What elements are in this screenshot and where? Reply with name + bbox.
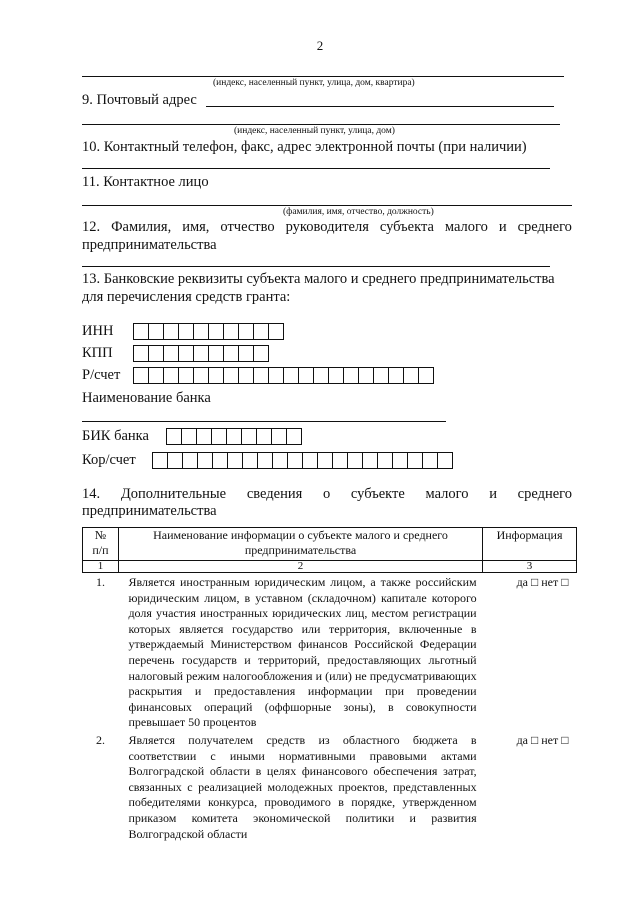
postal-address-caption: (индекс, населенный пункт, улица, дом) — [234, 126, 395, 136]
digit-box[interactable] — [163, 345, 179, 362]
item-13-line-1: 13. Банковские реквизиты субъекта малого и среднего предпринимательства — [82, 271, 555, 287]
contact-person-field[interactable] — [82, 205, 572, 206]
row-text: Является иностранным юридическим лицом, а также российским юридическим лицом, в уставном (складочном) капитале которого доля участия иностранных юридических лиц, местом регистрации которых является государство или территория, включенные в утверждаемый Министерством финансов Российской Федерации перечень государств и территорий, предоставляющих льготный налоговый режим налогообложения и (или) не предусматривающих раскрытия и предоставления информации при проведении финансовых операций (оффшорные зоны), в совокупности превышает 50 процентов — [128, 575, 477, 730]
digit-box[interactable] — [418, 367, 434, 384]
digit-box[interactable] — [268, 367, 284, 384]
inn-label: ИНН — [82, 323, 114, 339]
digit-box[interactable] — [253, 367, 269, 384]
digit-box[interactable] — [241, 428, 257, 445]
digit-box[interactable] — [178, 345, 194, 362]
inn-boxes[interactable] — [133, 323, 284, 340]
digit-box[interactable] — [373, 367, 389, 384]
digit-box[interactable] — [163, 367, 179, 384]
digit-box[interactable] — [286, 428, 302, 445]
digit-box[interactable] — [182, 452, 198, 469]
corr-account-boxes[interactable] — [152, 452, 453, 469]
digit-box[interactable] — [257, 452, 273, 469]
digit-box[interactable] — [253, 323, 269, 340]
digit-box[interactable] — [208, 323, 224, 340]
digit-box[interactable] — [208, 345, 224, 362]
digit-box[interactable] — [437, 452, 453, 469]
row-yes-no-checkboxes[interactable]: да □ нет □ — [516, 732, 569, 747]
digit-box[interactable] — [181, 428, 197, 445]
item-10-label: 10. Контактный телефон, факс, адрес электронной почты (при наличии) — [82, 139, 527, 155]
digit-box[interactable] — [317, 452, 333, 469]
digit-box[interactable] — [211, 428, 227, 445]
digit-box[interactable] — [212, 452, 228, 469]
digit-box[interactable] — [148, 367, 164, 384]
digit-box[interactable] — [227, 452, 243, 469]
kpp-boxes[interactable] — [133, 345, 269, 362]
digit-box[interactable] — [343, 367, 359, 384]
item-12-line-2: предпринимательства — [82, 237, 217, 253]
digit-box[interactable] — [178, 367, 194, 384]
col-number-index: 1 — [83, 561, 119, 573]
digit-box[interactable] — [298, 367, 314, 384]
account-label: Р/счет — [82, 367, 121, 383]
digit-box[interactable] — [223, 323, 239, 340]
bik-label: БИК банка — [82, 428, 149, 444]
col-number-header: № п/п — [83, 528, 119, 561]
digit-box[interactable] — [392, 452, 408, 469]
digit-box[interactable] — [362, 452, 378, 469]
digit-box[interactable] — [223, 345, 239, 362]
item-14-line-1: 14. Дополнительные сведения о субъекте малого и среднего — [82, 486, 572, 502]
digit-box[interactable] — [133, 323, 149, 340]
digit-box[interactable] — [283, 367, 299, 384]
digit-box[interactable] — [193, 323, 209, 340]
address-line — [82, 76, 564, 77]
digit-box[interactable] — [302, 452, 318, 469]
bank-name-field[interactable] — [82, 421, 446, 422]
digit-box[interactable] — [178, 323, 194, 340]
item-9-label: 9. Почтовый адрес — [82, 92, 197, 108]
digit-box[interactable] — [152, 452, 168, 469]
digit-box[interactable] — [196, 428, 212, 445]
contact-person-caption: (фамилия, имя, отчество, должность) — [283, 207, 434, 217]
digit-box[interactable] — [268, 323, 284, 340]
digit-box[interactable] — [163, 323, 179, 340]
digit-box[interactable] — [148, 323, 164, 340]
table-row — [83, 573, 577, 731]
digit-box[interactable] — [166, 428, 182, 445]
row-yes-no-checkboxes[interactable]: да □ нет □ — [516, 575, 569, 589]
bik-boxes[interactable] — [166, 428, 302, 445]
postal-address-field[interactable] — [206, 106, 554, 107]
item-11-label: 11. Контактное лицо — [82, 174, 209, 190]
digit-box[interactable] — [226, 428, 242, 445]
digit-box[interactable] — [271, 428, 287, 445]
digit-box[interactable] — [388, 367, 404, 384]
digit-box[interactable] — [313, 367, 329, 384]
digit-box[interactable] — [403, 367, 419, 384]
col-name-index: 2 — [118, 561, 482, 573]
digit-box[interactable] — [287, 452, 303, 469]
digit-box[interactable] — [193, 367, 209, 384]
col-name-header: Наименование информации о субъекте малого и среднего предпринимательства — [118, 528, 482, 561]
digit-box[interactable] — [272, 452, 288, 469]
corr-account-label: Кор/счет — [82, 452, 136, 468]
digit-box[interactable] — [256, 428, 272, 445]
bank-name-label: Наименование банка — [82, 390, 211, 406]
digit-box[interactable] — [238, 367, 254, 384]
digit-box[interactable] — [358, 367, 374, 384]
digit-box[interactable] — [242, 452, 258, 469]
row-number: 2. — [95, 732, 105, 747]
address-caption: (индекс, населенный пункт, улица, дом, квартира) — [213, 78, 415, 88]
digit-box[interactable] — [238, 323, 254, 340]
account-boxes[interactable] — [133, 367, 434, 384]
digit-box[interactable] — [347, 452, 363, 469]
digit-box[interactable] — [238, 345, 254, 362]
digit-box[interactable] — [223, 367, 239, 384]
digit-box[interactable] — [197, 452, 213, 469]
row-text: Является получателем средств из областного бюджета в соответствии с иными нормативными правовыми актами Волгоградской области в целях финансового обеспечения затрат, связанных с реализацией молодежных проектов, представленных победителями конкурса, проводимого в порядке, утвержденном приказом комитета экономической политики и развития Волгоградской области — [128, 732, 477, 841]
table-row — [83, 731, 577, 842]
page-number: 2 — [316, 38, 324, 53]
item-14-line-2: предпринимательства — [82, 503, 217, 519]
digit-box[interactable] — [133, 345, 149, 362]
contact-phone-field[interactable] — [82, 168, 550, 169]
col-info-index: 3 — [483, 561, 577, 573]
additional-info-table — [82, 527, 577, 842]
col-info-header: Информация — [483, 528, 577, 561]
digit-box[interactable] — [148, 345, 164, 362]
item-12-line-1: 12. Фамилия, имя, отчество руководителя субъекта малого и среднего — [82, 219, 572, 235]
kpp-label: КПП — [82, 345, 113, 361]
digit-box[interactable] — [193, 345, 209, 362]
digit-box[interactable] — [328, 367, 344, 384]
digit-box[interactable] — [422, 452, 438, 469]
digit-box[interactable] — [407, 452, 423, 469]
digit-box[interactable] — [332, 452, 348, 469]
digit-box[interactable] — [133, 367, 149, 384]
item-13-line-2: для перечисления средств гранта: — [82, 289, 291, 305]
digit-box[interactable] — [167, 452, 183, 469]
digit-box[interactable] — [377, 452, 393, 469]
director-name-field[interactable] — [82, 266, 550, 267]
row-number: 1. — [95, 575, 105, 589]
digit-box[interactable] — [253, 345, 269, 362]
digit-box[interactable] — [208, 367, 224, 384]
postal-address-field-2[interactable] — [82, 124, 560, 125]
